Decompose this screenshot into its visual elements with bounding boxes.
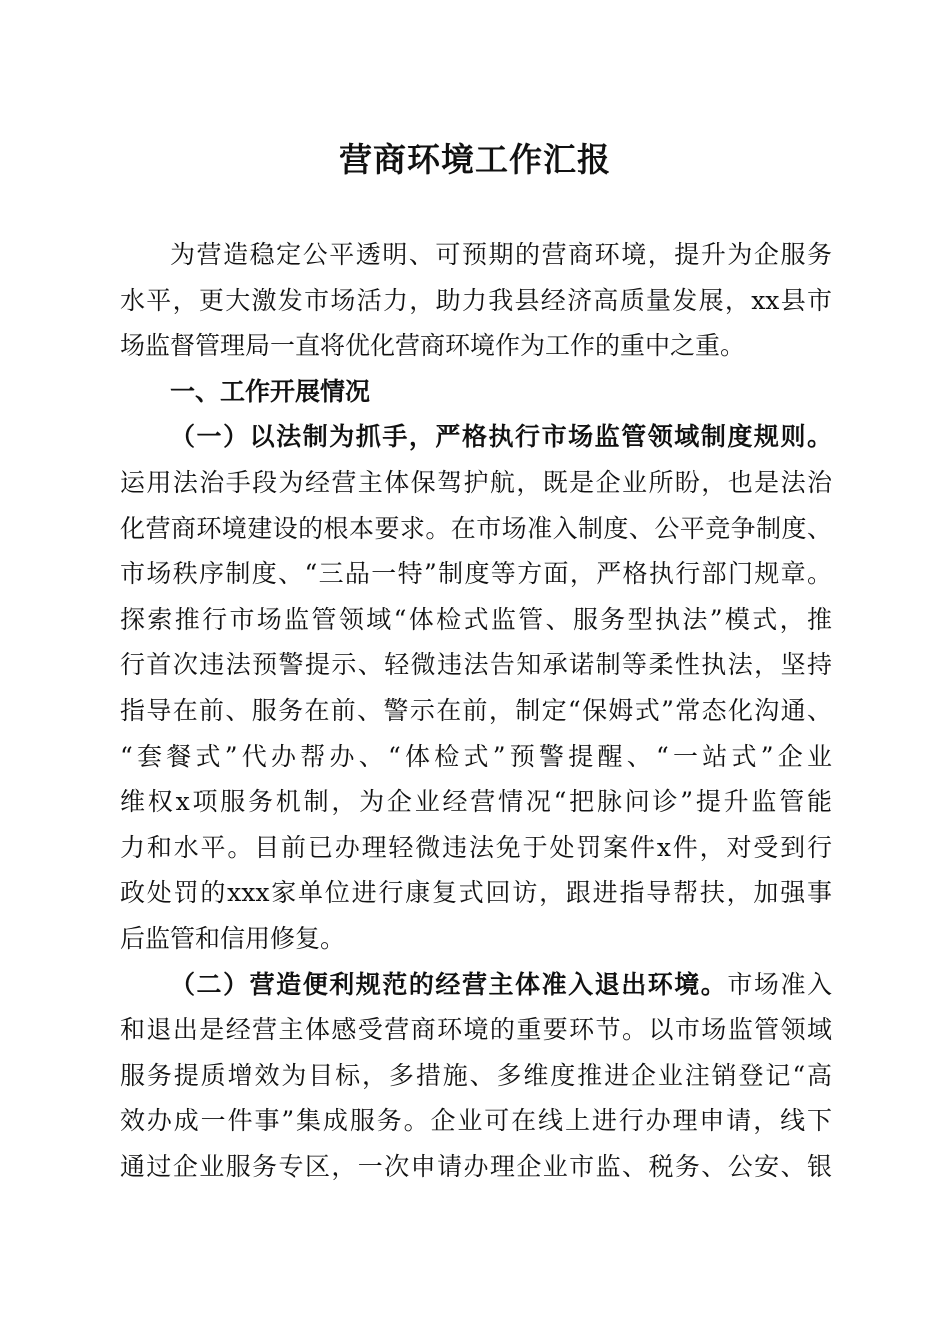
text-line: 维权x项服务机制，为企业经营情况“把脉问诊”提升监管能 <box>120 787 832 817</box>
subsection-text: 市场准入 <box>727 969 832 999</box>
text-line: “套餐式”代办帮办、“体检式”预警提醒、“一站式”企业 <box>120 741 832 771</box>
text-line: 行首次违法预警提示、轻微违法告知承诺制等柔性执法，坚持 <box>120 650 832 680</box>
text-line: 水平，更大激发市场活力，助力我县经济高质量发展，xx县市 <box>120 285 832 315</box>
text-line: 场监督管理局一直将优化营商环境作为工作的重中之重。 <box>120 331 746 361</box>
subsection-line <box>120 414 832 460</box>
text-line: 服务提质增效为目标，多措施、多维度推进企业注销登记“高 <box>120 1060 832 1090</box>
subsection-heading: （一）以法制为抓手，严格执行市场监管领域制度规则。 <box>170 422 832 452</box>
text-line: 指导在前、服务在前、警示在前，制定“保姆式”常态化沟通、 <box>120 695 832 725</box>
subsection-heading: （二）营造便利规范的经营主体准入退出环境。 <box>170 969 728 999</box>
text-line: 运用法治手段为经营主体保驾护航，既是企业所盼，也是法治 <box>120 467 832 497</box>
text-line: 为营造稳定公平透明、可预期的营商环境，提升为企服务 <box>170 240 832 269</box>
text-line: 通过企业服务专区，一次申请办理企业市监、税务、公安、银 <box>120 1151 832 1181</box>
document-body <box>120 232 832 1189</box>
text-line: 和退出是经营主体感受营商环境的重要环节。以市场监管领域 <box>120 1015 832 1045</box>
section-heading: 一、工作开展情况 <box>170 376 371 406</box>
subsection-line <box>120 962 832 1008</box>
text-line: 市场秩序制度、“三品一特”制度等方面，严格执行部门规章。 <box>120 559 832 589</box>
text-line: 政处罚的xxx家单位进行康复式回访，跟进指导帮扶，加强事 <box>120 878 832 908</box>
document-title: 营商环境工作汇报 <box>339 140 611 179</box>
text-line: 探索推行市场监管领域“体检式监管、服务型执法”模式，推 <box>120 604 832 634</box>
text-line: 力和水平。目前已办理轻微违法免于处罚案件x件，对受到行 <box>120 832 832 862</box>
text-line: 效办成一件事”集成服务。企业可在线上进行办理申请，线下 <box>120 1106 832 1136</box>
text-line: 化营商环境建设的根本要求。在市场准入制度、公平竞争制度、 <box>120 513 832 543</box>
text-line: 后监管和信用修复。 <box>120 923 346 953</box>
